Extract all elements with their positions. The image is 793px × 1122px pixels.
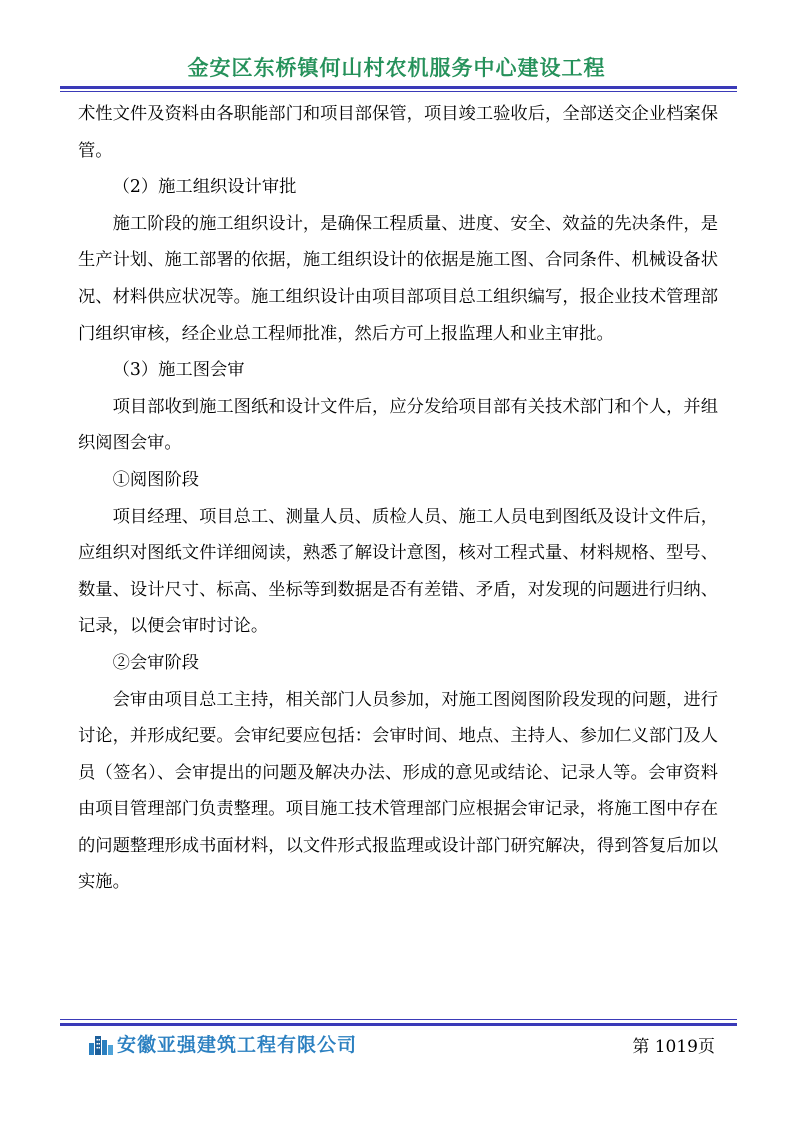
header-rule-thin [60,91,737,92]
page-number: 第 1019页 [632,1037,715,1057]
building-logo-icon [88,1033,114,1055]
header-rule-thick [60,86,737,89]
footer-rule-thin [60,1019,737,1020]
subsection-heading: ②会审阶段 [112,652,200,673]
body-paragraph: 会审由项目总工主持，相关部门人员参加，对施工图阅图阶段发现的问题，进行讨论，并形成纪要。会审纪要应包括：会审时间、地点、主持人、参加仁义部门及人员（签名）、会审提出的问题及解决办法、形成的意见或结论、记录人等。会审资料由项目管理部门负责整理。项目施工技术管理部门应根据会审记录，将施工图中存在的问题整理形成书面材料，以文件形式报监理或设计部门研究解决，得到答复后加以实施。 [78,689,718,893]
section-heading: （2）施工组织设计审批 [112,177,297,198]
body-paragraph: 施工阶段的施工组织设计，是确保工程质量、进度、安全、效益的先决条件，是生产计划、施工部署的依据，施工组织设计的依据是施工图、合同条件、机械设备状况、材料供应状况等。施工组织设计由项目部项目总工组织编写，报企业技术管理部门组织审核，经企业总工程师批准，然后方可上报监理人和业主审批。 [78,213,718,344]
subsection-heading: ①阅图阶段 [112,469,200,490]
section-heading: （3）施工图会审 [112,360,245,381]
body-paragraph: 术性文件及资料由各职能部门和项目部保管，项目竣工验收后，全部送交企业档案保管。 [78,104,718,161]
footer-rule-thick [60,1023,737,1026]
footer-company-name: 安徽亚强建筑工程有限公司 [117,1034,358,1056]
body-text [78,96,718,901]
body-paragraph: 项目经理、项目总工、测量人员、质检人员、施工人员电到图纸及设计文件后，应组织对图纸文件详细阅读，熟悉了解设计意图，核对工程式量、材料规格、型号、数量、设计尺寸、标高、坐标等到数据是否有差错、矛盾，对发现的问题进行归纳、记录，以便会审时讨论。 [78,506,718,637]
header-title: 金安区东桥镇何山村农机服务中心建设工程 [187,56,606,80]
body-paragraph: 项目部收到施工图纸和设计文件后，应分发给项目部有关技术部门和个人，并组织阅图会审。 [78,396,718,454]
